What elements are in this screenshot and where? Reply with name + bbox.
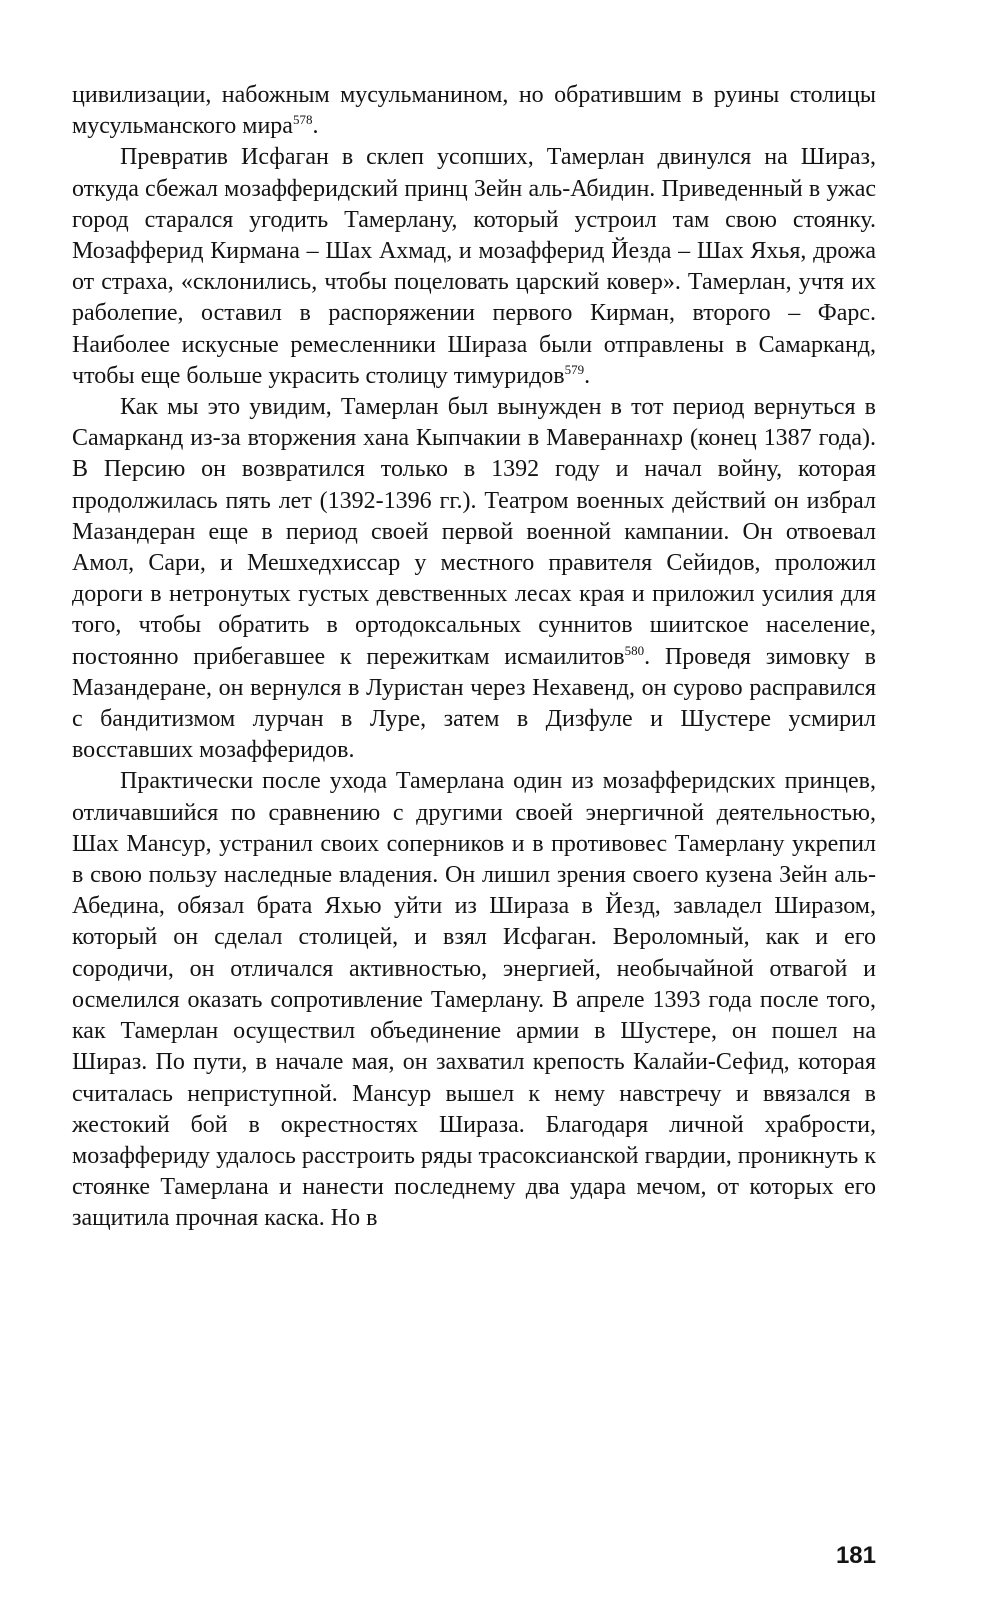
footnote-ref: 580 xyxy=(624,642,645,658)
page-number: 181 xyxy=(835,1542,876,1569)
footnote-ref: 579 xyxy=(564,361,585,377)
paragraph-text: Превратив Исфаган в склеп усопших, Тамерлан двинулся на Шираз, откуда сбежал мозафферидский принц Зейн аль-Абидин. Приведенный в ужас город старался угодить Тамерлану, который устроил там свою стоянку. Мозафферид Кирмана – Шах Ахмад, и мозафферид Йезда – Шах Яхья, дрожа от страха, «склонились, чтобы поцеловать царский ковер». Тамерлан, учтя их раболепие, оставил в распоряжении первого Кирман, второго – Фарс. Наиболее искусные ремесленники Шираза были отправлены в Самарканд, чтобы еще больше украсить столицу тимуридов xyxy=(72,144,876,389)
footnote-ref: 578 xyxy=(292,112,313,128)
paragraph-text-end: . xyxy=(584,362,591,389)
book-page xyxy=(72,80,876,1580)
paragraph-text-end: . Проведя зимовку в Мазандеране, он вернулся в Луристан через Нехавенд, он сурово расправился с бандитизмом лурчан в Луре, затем в Дизфуле и Шустере усмирил восставших мозафферидов. xyxy=(72,643,876,764)
paragraph-text-end: . xyxy=(312,113,319,140)
paragraph-1 xyxy=(72,80,876,142)
paragraph-text: цивилизации, набожным мусульманином, но обратившим в руины столицы мусульманского мира xyxy=(72,82,876,140)
paragraph-4 xyxy=(72,766,876,1234)
paragraph-2 xyxy=(72,142,876,392)
paragraph-text: Как мы это увидим, Тамерлан был вынужден в тот период вернуться в Самарканд из-за вторжения хана Кыпчакии в Мавераннахр (конец 1387 года). В Персию он возвратился только в 1392 году и начал войну, которая продолжилась пять лет (1392-1396 гг.). Театром военных действий он избрал Мазандеран еще в период своей первой военной кампании. Он отвоевал Амол, Сари, и Мешхедхиссар у местного правителя Сейидов, проложил дороги в нетронутых густых девственных лесах края и приложил усилия для того, чтобы обратить в ортодоксальных суннитов шиитское население, постоянно прибегавшее к пережиткам исмаилитов xyxy=(72,394,876,670)
paragraph-text: Практически после ухода Тамерлана один из мозафферидских принцев, отличавшийся по сравнению с другими своей энергичной деятельностью, Шах Мансур, устранил своих соперников и в противовес Тамерлану укрепил в свою пользу наследные владения. Он лишил зрения своего кузена Зейн аль-Абедина, обязал брата Яхью уйти из Шираза в Йезд, завладел Ширазом, который он сделал столицей, и взял Исфаган. Вероломный, как и его сородичи, он отличался активностью, энергией, необычайной отвагой и осмелился оказать сопротивление Тамерлану. В апреле 1393 года после того, как Тамерлан осуществил объединение армии в Шустере, он пошел на Шираз. По пути, в начале мая, он захватил крепость Калайи-Сефид, которая считалась неприступной. Мансур вышел к нему навстречу и ввязался в жестокий бой в окрестностях Шираза. Благодаря личной храбрости, мозаффериду удалось расстроить ряды трасоксианской гвардии, проникнуть к стоянке Тамерлана и нанести последнему два удара мечом, от которых его защитила прочная каска. Но в xyxy=(72,768,876,1232)
paragraph-3 xyxy=(72,392,876,766)
